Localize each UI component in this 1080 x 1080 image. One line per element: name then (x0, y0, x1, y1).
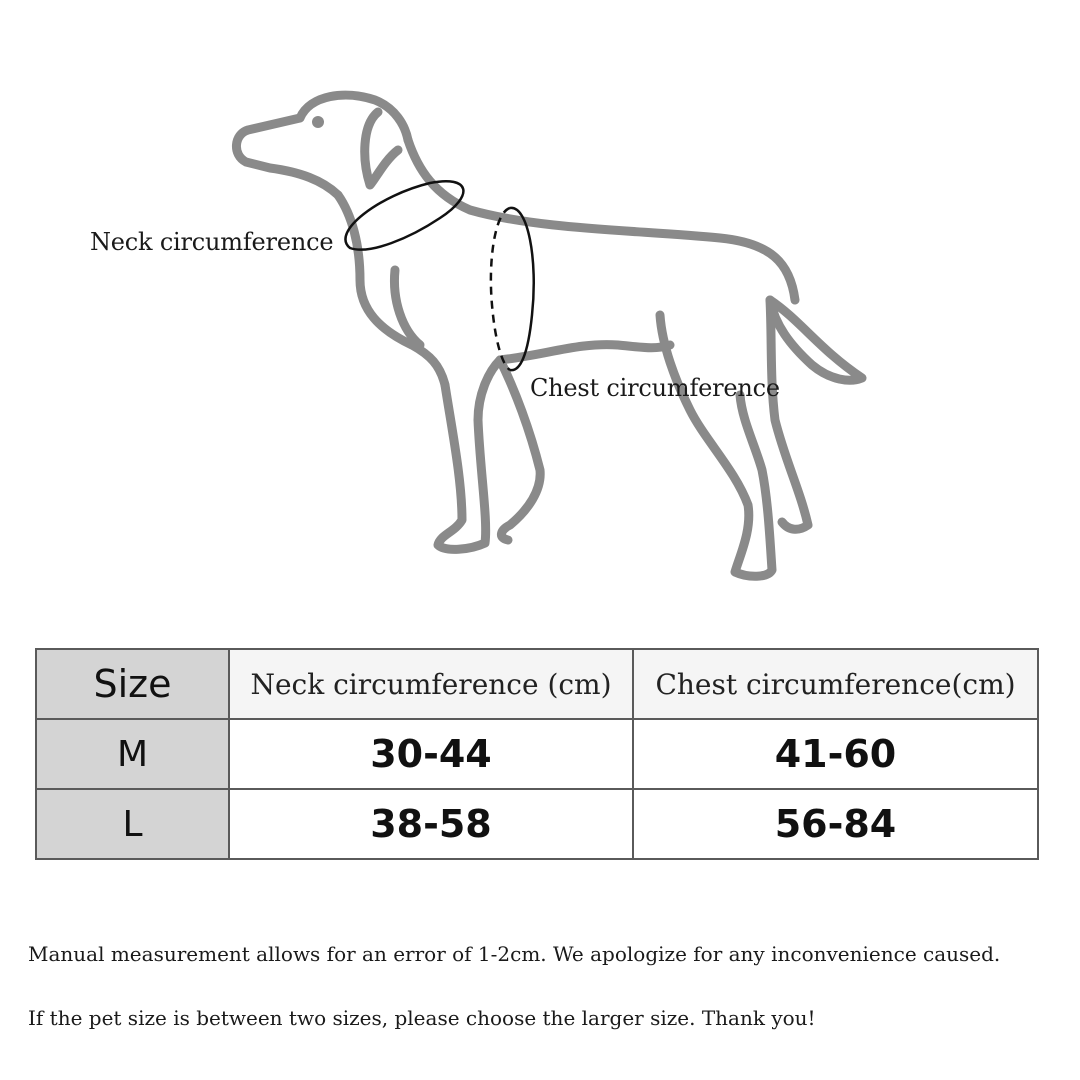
dog-back-outline (408, 140, 795, 300)
size-choice-note: If the pet size is between two sizes, please choose the larger size. Thank you! (28, 1006, 816, 1030)
neck-value-cell: 38-58 (229, 789, 633, 859)
dog-ear-outline (365, 112, 398, 185)
size-chart-table (35, 648, 1039, 860)
size-cell: M (36, 719, 229, 789)
header-neck-circumference: Neck circumference (cm) (229, 649, 633, 719)
dog-eye (312, 116, 324, 128)
dog-tail-outline (770, 300, 862, 380)
dog-snout-outline (236, 118, 338, 195)
size-cell: L (36, 789, 229, 859)
neck-value-cell: 30-44 (229, 719, 633, 789)
dog-hind-leg-outline (660, 315, 772, 576)
table-row (36, 719, 1038, 789)
header-chest-circumference: Chest circumference(cm) (633, 649, 1038, 719)
chest-value-cell: 41-60 (633, 719, 1038, 789)
chest-value-cell: 56-84 (633, 789, 1038, 859)
measurement-error-note: Manual measurement allows for an error of 1-2cm. We apologize for any inconvenience caused. (28, 942, 1001, 966)
header-size: Size (36, 649, 229, 719)
dog-front-leg-outline (438, 360, 500, 549)
table-row (36, 789, 1038, 859)
chest-circumference-label: Chest circumference (530, 374, 780, 402)
neck-circumference-label: Neck circumference (90, 228, 334, 256)
table-header-row (36, 649, 1038, 719)
chest-measure-ellipse (491, 208, 534, 370)
